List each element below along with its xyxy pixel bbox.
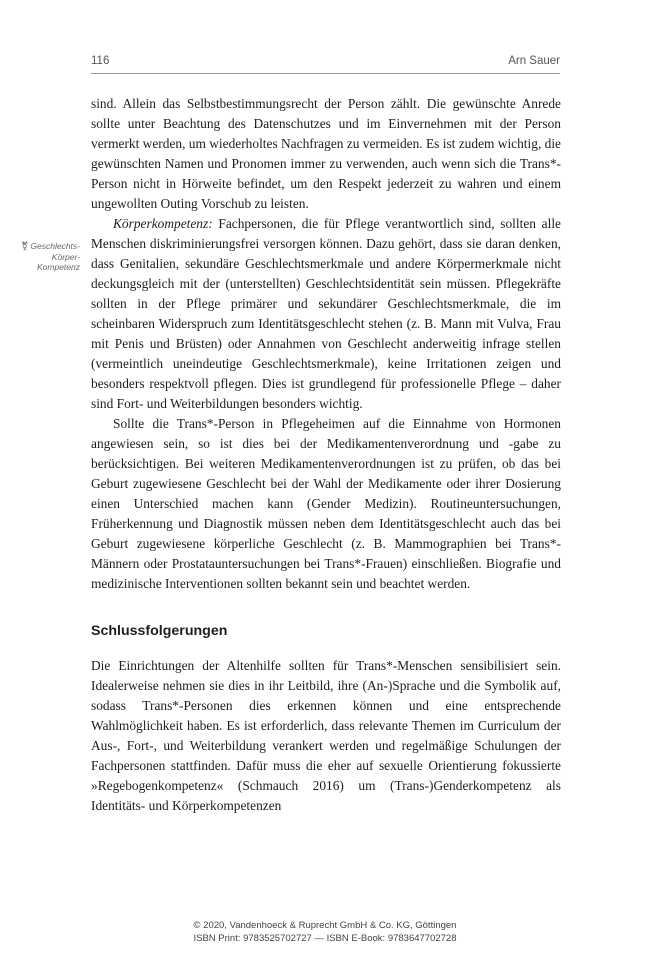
footer bbox=[0, 919, 650, 945]
running-header-author: Arn Sauer bbox=[508, 55, 560, 67]
paragraph bbox=[91, 214, 561, 414]
margin-note bbox=[6, 241, 80, 273]
paragraph-text: Fachpersonen, die für Pflege verantwortlich sind, sollten alle Menschen diskriminierungsfrei versorgen können. Dazu gehört, dass sie daran denken, dass Genitalien, sekundäre Geschlechtsmerkmale und andere Körpermerkmale nicht deckungsgleich mit der (unterstellten) Geschlechtsidentität sein müssen. Pflegekräfte sollten in der Pflege primärer und sekundärer Geschlechtsmerkmale, die im scheinbaren Widerspruch zum Identitätsgeschlecht stehen (z. B. Mann mit Vulva, Frau mit Penis und Brüsten) oder Annahmen von Geschlecht anderweitig infrage stellen (vermeintlich uneindeutige Geschlechtsmerkmale), keine Irritationen zeigen und besonders respektvoll pflegen. Dies ist grundlegend für professionelle Pflege – daher sind Fort- und Weiterbildungen besonders wichtig. bbox=[91, 216, 561, 411]
paragraph: sind. Allein das Selbstbestimmungsrecht der Person zählt. Die gewünschte Anrede sollte unter Beachtung des Datenschutzes und im Einvernehmen mit der Person vermerkt werden, um wiederholtes Nachfragen zu vermeiden. Es ist zudem wichtig, die gewünschten Namen und Pronomen immer zu verwenden, auch wenn sich die Trans*-Person nicht in Hörweite befindet, um den Respekt jederzeit zu wahren und einem ungewollten Outing Vorschub zu leisten. bbox=[91, 96, 561, 211]
footer-isbn: ISBN Print: 9783525702727 — ISBN E-Book: 9783647702728 bbox=[193, 933, 457, 944]
running-header bbox=[91, 55, 560, 71]
transgender-symbol-icon: ⚧ bbox=[21, 241, 29, 251]
body-text bbox=[91, 94, 561, 816]
paragraph: Sollte die Trans*-Person in Pflegeheimen auf die Einnahme von Hormonen angewiesen sein, so ist dies bei der Medikamentenverordnung und -gabe zu berücksichtigen. Bei weiteren Medikamentenverordnungen ist zu prüfen, ob das bei Geburt zugewiesene Geschlecht bei der Wahl der Medikamente oder ihrer Dosierung einen Unterschied machen kann (Gender Medizin). Routineuntersuchungen, Früherkennung und Diagnostik müssen neben dem Identitätsgeschlecht auch das bei Geburt zugewiesene körperliche Geschlecht (z. B. Mammographien bei Trans*-Männern oder Prostatauntersuchungen bei Trans*-Frauen) einschließen. Biografie und medizinische Interventionen sollten bekannt sein und beachtet werden. bbox=[91, 416, 561, 591]
header-rule bbox=[91, 73, 560, 74]
paragraph: Die Einrichtungen der Altenhilfe sollten für Trans*-Menschen sensibilisiert sein. Idealerweise nehmen sie dies in ihr Leitbild, ihre (An-)Sprache und die Symbolik auf, sodass Trans*-Personen dies erkennen können und eine entsprechende Wahlmöglichkeit haben. Es ist erforderlich, dass relevante Themen im Curriculum der Aus-, Fort-, und Weiterbildung verankert werden und regelmäßige Schulungen der Fachpersonen stattfinden. Dafür muss die eher auf sexuelle Orientierung fokussierte »Regebogenkompetenz« (Schmauch 2016) um (Trans-)Genderkompetenz als Identitäts- und Körperkompetenzen bbox=[91, 658, 561, 813]
page-number: 116 bbox=[91, 55, 110, 67]
section-heading: Schlussfolgerungen bbox=[91, 623, 228, 639]
margin-note-line: Kompetenz bbox=[37, 262, 80, 272]
footer-copyright: © 2020, Vandenhoeck & Ruprecht GmbH & Co. KG, Göttingen bbox=[193, 920, 457, 931]
margin-note-line: Körper- bbox=[51, 251, 80, 262]
margin-note-line: Geschlechts- bbox=[30, 241, 80, 251]
term-koerperkompetenz: Körperkompetenz: bbox=[113, 216, 213, 231]
